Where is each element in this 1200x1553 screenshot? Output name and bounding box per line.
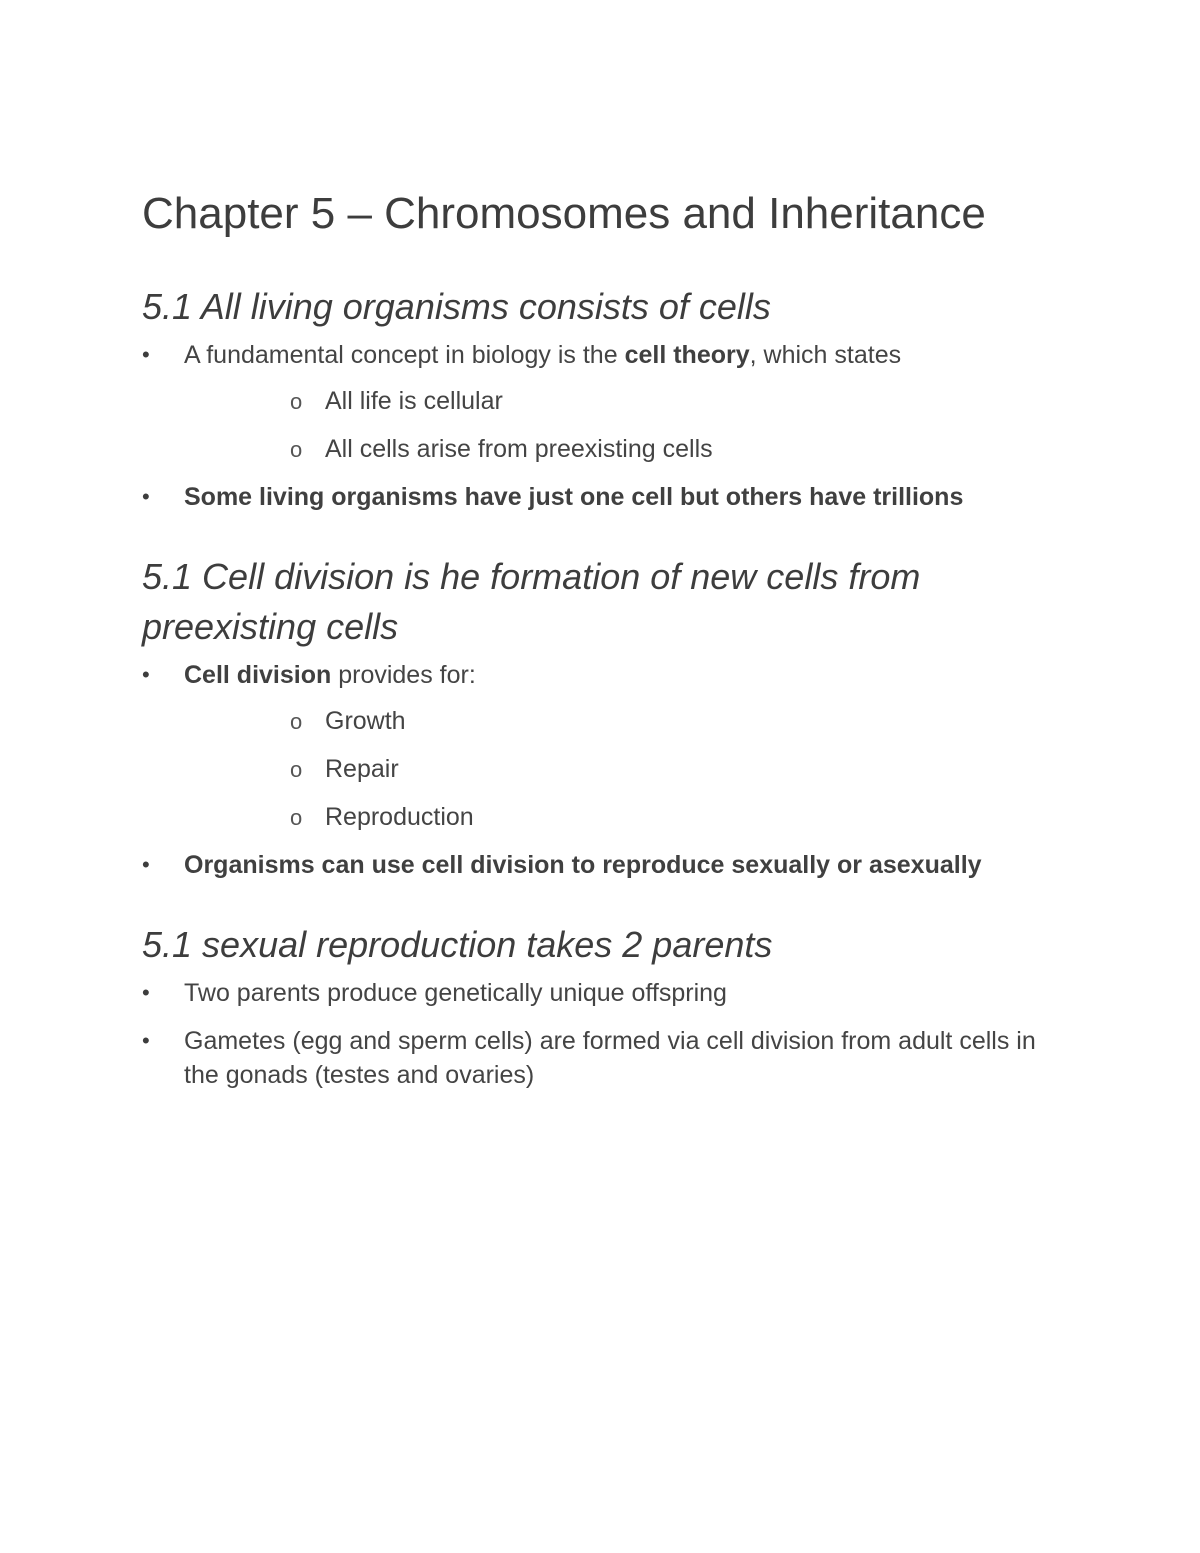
sub-list-item-text: Growth	[325, 707, 406, 735]
section-cells	[142, 282, 1062, 514]
section-heading: 5.1 sexual reproduction takes 2 parents	[142, 924, 773, 965]
list-item-bold-text: Organisms can use cell division to reproduce sexually or asexually	[184, 851, 982, 879]
sub-list-item	[184, 704, 1062, 738]
sub-list	[184, 384, 1062, 466]
list-item-bold-text: Cell division	[184, 661, 332, 689]
circle-bullet-icon: o	[290, 757, 303, 782]
sub-list-item-text: Reproduction	[325, 803, 474, 831]
document-content	[142, 186, 1062, 1130]
circle-bullet-icon: o	[290, 805, 303, 830]
sub-list-item-text: Repair	[325, 755, 399, 783]
sub-list-item	[184, 384, 1062, 418]
bullet-icon: •	[142, 980, 150, 1005]
list-item	[142, 1024, 1062, 1092]
list-item-text: , which states	[749, 341, 902, 369]
list-item	[142, 480, 1062, 514]
circle-bullet-icon: o	[290, 389, 303, 414]
bullet-list	[142, 658, 1062, 882]
list-item-text: Two parents produce genetically unique offspring	[184, 979, 727, 1007]
list-item	[142, 848, 1062, 882]
list-item-text: provides for:	[331, 661, 476, 689]
sub-list-item-text: All life is cellular	[325, 387, 503, 415]
sub-list-item	[184, 800, 1062, 834]
list-item-text: A fundamental concept in biology is the	[184, 341, 625, 369]
sub-list-item	[184, 752, 1062, 786]
list-item	[142, 338, 1062, 466]
bullet-icon: •	[142, 852, 150, 877]
sub-list-item-text: All cells arise from preexisting cells	[325, 435, 713, 463]
bullet-icon: •	[142, 484, 150, 509]
section-heading	[142, 552, 1062, 652]
list-item-text: Gametes (egg and sperm cells) are formed via cell division from adult cells in the gonads (testes and ovaries)	[184, 1027, 1036, 1089]
bullet-icon: •	[142, 662, 150, 687]
page-title: Chapter 5 – Chromosomes and Inheritance	[142, 189, 986, 238]
sub-list	[184, 704, 1062, 834]
circle-bullet-icon: o	[290, 709, 303, 734]
circle-bullet-icon: o	[290, 437, 303, 462]
list-item-bold-text: cell theory	[624, 341, 750, 369]
bullet-icon: •	[142, 342, 150, 367]
section-cell-division	[142, 552, 1062, 882]
section-heading-line: 5.1 Cell division is he formation of new cells from	[142, 556, 921, 597]
section-sexual-reproduction	[142, 920, 1062, 1092]
section-heading-line: preexisting cells	[142, 606, 399, 647]
list-item-bold-text: Some living organisms have just one cell but others have trillions	[184, 483, 964, 511]
sub-list-item	[184, 432, 1062, 466]
list-item	[142, 976, 1062, 1010]
bullet-list	[142, 976, 1062, 1092]
list-item	[142, 658, 1062, 834]
bullet-icon: •	[142, 1028, 150, 1053]
section-heading: 5.1 All living organisms consists of cells	[142, 286, 771, 327]
bullet-list	[142, 338, 1062, 514]
